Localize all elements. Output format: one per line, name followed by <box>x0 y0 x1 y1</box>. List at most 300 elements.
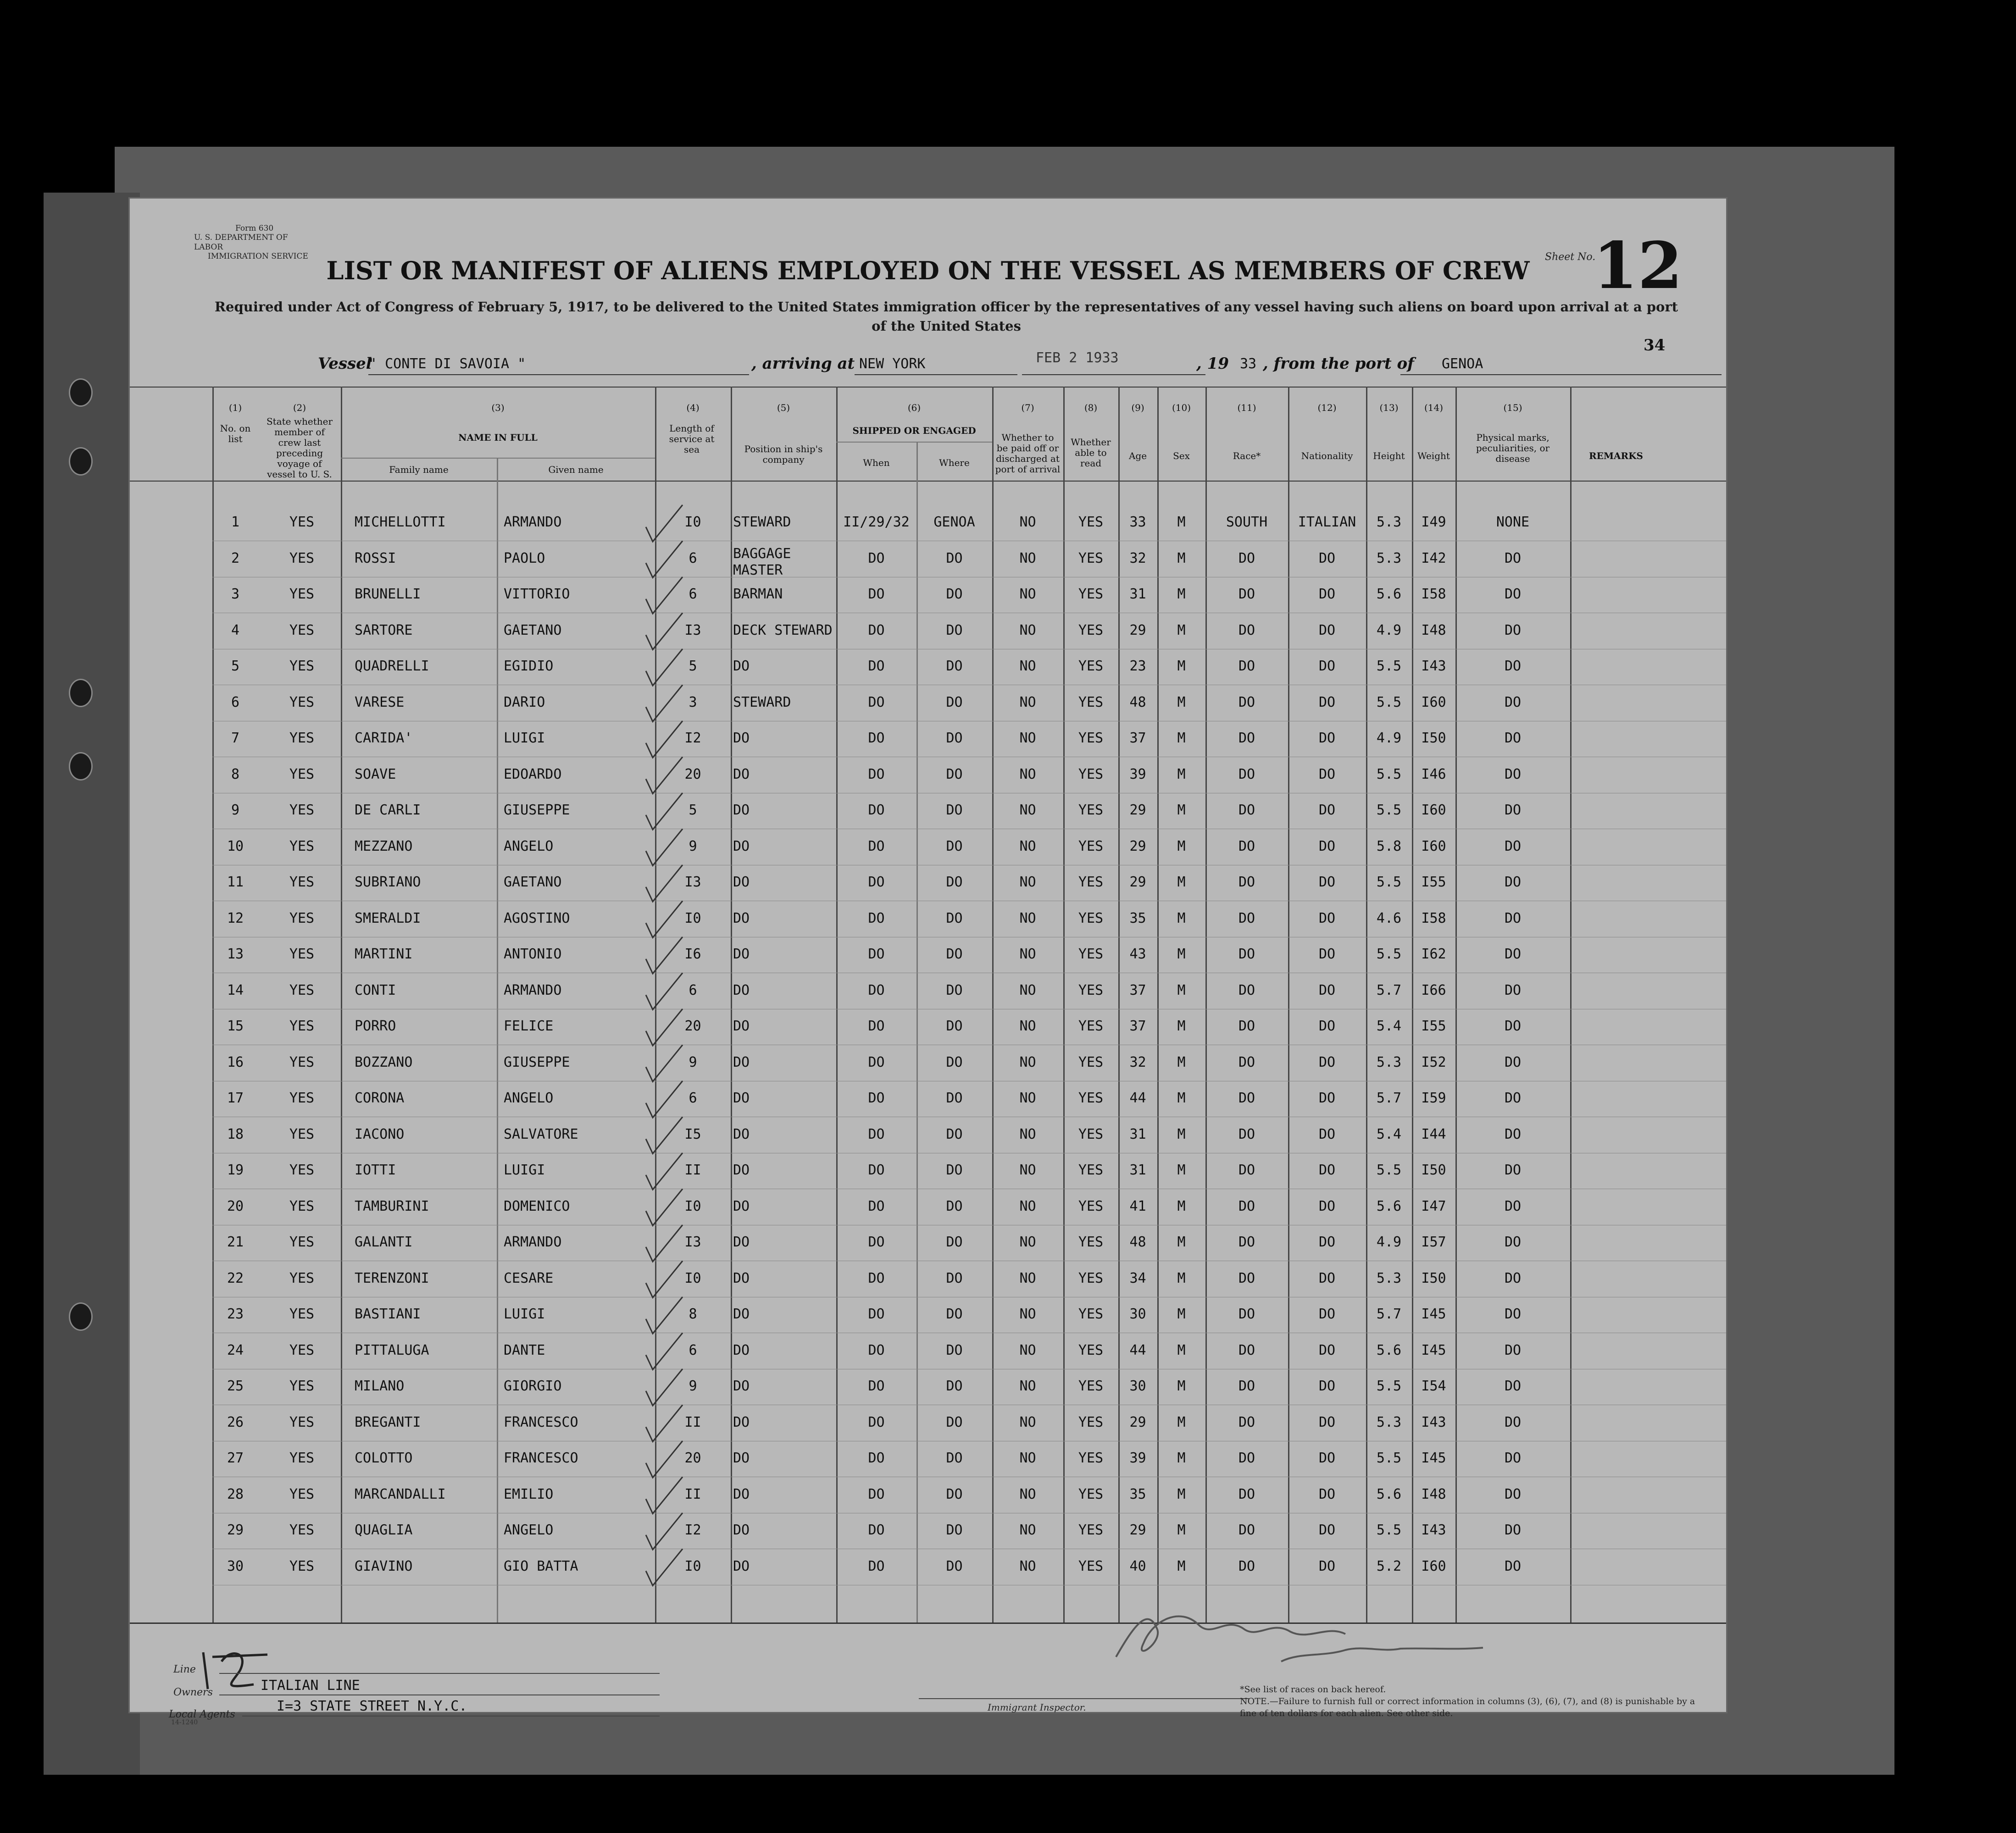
cell-race: DO <box>1238 946 1255 962</box>
cell-given: ANGELO <box>504 1090 554 1106</box>
cell-given: VITTORIO <box>504 586 570 602</box>
cell-where: DO <box>946 1162 963 1178</box>
cell-sex: M <box>1177 874 1186 890</box>
cell-prev: YES <box>289 1342 315 1358</box>
cell-when: DO <box>868 1090 885 1106</box>
cell-height: 5.5 <box>1376 694 1402 710</box>
hdr-height-label: Height <box>1373 450 1405 461</box>
cell-weight: I59 <box>1421 1090 1446 1106</box>
cell-nat: DO <box>1318 1270 1336 1286</box>
hdr-read-label: Whether able to read <box>1071 437 1111 469</box>
cell-given: FRANCESCO <box>504 1450 578 1466</box>
cell-given: LUIGI <box>504 730 545 746</box>
cell-service: 5 <box>689 802 697 818</box>
cell-family: BASTIANI <box>355 1306 421 1322</box>
cell-sex: M <box>1177 550 1186 566</box>
cell-service: 6 <box>689 550 697 566</box>
cell-paid: NO <box>1019 550 1036 566</box>
cell-given: DOMENICO <box>504 1198 570 1214</box>
punch-hole <box>69 1302 93 1331</box>
cell-where: DO <box>946 766 963 782</box>
cell-weight: I43 <box>1421 1522 1446 1538</box>
cell-service: 5 <box>689 658 697 674</box>
cell-age: 30 <box>1129 1378 1146 1394</box>
cell-position: DO <box>733 1126 750 1142</box>
cell-when: DO <box>868 1522 885 1538</box>
cell-given: PAOLO <box>504 550 545 566</box>
cell-marks: DO <box>1504 946 1522 962</box>
cell-nat: DO <box>1318 1558 1336 1574</box>
cell-no: 17 <box>227 1090 244 1106</box>
cell-position: DO <box>733 1198 750 1214</box>
cell-when: DO <box>868 586 885 602</box>
cell-height: 5.5 <box>1376 946 1402 962</box>
cell-nat: DO <box>1318 1522 1336 1538</box>
cell-race: DO <box>1238 1342 1255 1358</box>
cell-read: YES <box>1078 1162 1104 1178</box>
cell-prev: YES <box>289 550 315 566</box>
cell-no: 6 <box>231 694 240 710</box>
cell-when: DO <box>868 874 885 890</box>
punch-hole <box>69 679 93 707</box>
cell-when: DO <box>868 1486 885 1502</box>
cell-service: 9 <box>689 838 697 854</box>
cell-marks: DO <box>1504 1198 1522 1214</box>
hdr-nat-num: (12) <box>1317 402 1337 413</box>
cell-service: I6 <box>684 946 701 962</box>
cell-marks: DO <box>1504 874 1522 890</box>
cell-read: YES <box>1078 1414 1104 1430</box>
cell-nat: DO <box>1318 694 1336 710</box>
check-mark <box>646 577 683 614</box>
check-mark <box>646 865 683 902</box>
cell-weight: I62 <box>1421 946 1446 962</box>
cell-service: 20 <box>684 1018 701 1034</box>
hdr-marks-num: (15) <box>1503 402 1522 413</box>
cell-given: EMILIO <box>504 1486 554 1502</box>
cell-marks: DO <box>1504 1450 1522 1466</box>
cell-age: 32 <box>1129 1054 1146 1070</box>
cell-race: DO <box>1238 1558 1255 1574</box>
cell-nat: DO <box>1318 946 1336 962</box>
cell-age: 29 <box>1129 1522 1146 1538</box>
hdr-sex-num: (10) <box>1172 402 1191 413</box>
cell-given: GIUSEPPE <box>504 1054 570 1070</box>
cell-height: 5.3 <box>1376 1054 1402 1070</box>
cell-where: DO <box>946 658 963 674</box>
cell-sex: M <box>1177 1342 1186 1358</box>
cell-race: DO <box>1238 1270 1255 1286</box>
cell-prev: YES <box>289 1558 315 1574</box>
cell-where: DO <box>946 1558 963 1574</box>
cell-race: DO <box>1238 982 1255 998</box>
punch-hole <box>69 447 93 476</box>
cell-prev: YES <box>289 1522 315 1538</box>
cell-given: EGIDIO <box>504 658 554 674</box>
cell-read: YES <box>1078 1234 1104 1250</box>
cell-height: 4.6 <box>1376 910 1402 926</box>
cell-sex: M <box>1177 658 1186 674</box>
arrival-port: NEW YORK <box>859 356 926 372</box>
cell-paid: NO <box>1019 586 1036 602</box>
cell-marks: DO <box>1504 1090 1522 1106</box>
cell-race: DO <box>1238 1162 1255 1178</box>
cell-position: DO <box>733 658 750 674</box>
cell-marks: NONE <box>1496 514 1530 530</box>
cell-when: DO <box>868 838 885 854</box>
check-mark <box>646 757 683 794</box>
cell-marks: DO <box>1504 982 1522 998</box>
cell-family: MARCANDALLI <box>355 1486 446 1502</box>
cell-where: DO <box>946 1342 963 1358</box>
cell-sex: M <box>1177 1198 1186 1214</box>
cell-age: 30 <box>1129 1306 1146 1322</box>
cell-age: 43 <box>1129 946 1146 962</box>
cell-paid: NO <box>1019 1486 1036 1502</box>
cell-race: DO <box>1238 874 1255 890</box>
cell-sex: M <box>1177 910 1186 926</box>
cell-position: DO <box>733 1234 750 1250</box>
cell-marks: DO <box>1504 1342 1522 1358</box>
cell-height: 4.9 <box>1376 730 1402 746</box>
cell-race: DO <box>1238 802 1255 818</box>
cell-prev: YES <box>289 622 315 638</box>
inspector-label: Immigrant Inspector. <box>988 1702 1086 1713</box>
cell-read: YES <box>1078 1126 1104 1142</box>
cell-service: 20 <box>684 766 701 782</box>
cell-position: DO <box>733 1450 750 1466</box>
vessel-label: Vessel <box>318 354 372 373</box>
hdr-position-label: Position in ship's company <box>744 443 823 465</box>
cell-height: 5.5 <box>1376 766 1402 782</box>
cell-read: YES <box>1078 1198 1104 1214</box>
cell-paid: NO <box>1019 946 1036 962</box>
cell-service: I5 <box>684 1126 701 1142</box>
cell-where: DO <box>946 550 963 566</box>
cell-service: 6 <box>689 1342 697 1358</box>
hdr-no-label: No. on list <box>220 423 251 444</box>
cell-no: 16 <box>227 1054 244 1070</box>
cell-paid: NO <box>1019 874 1036 890</box>
hdr-marks-label: Physical marks, peculiarities, or disease <box>1476 432 1550 464</box>
cell-weight: I60 <box>1421 1558 1446 1574</box>
cell-when: DO <box>868 1126 885 1142</box>
cell-weight: I60 <box>1421 838 1446 854</box>
cell-where: DO <box>946 982 963 998</box>
cell-height: 5.7 <box>1376 1090 1402 1106</box>
cell-prev: YES <box>289 514 315 530</box>
cell-when: DO <box>868 730 885 746</box>
cell-paid: NO <box>1019 694 1036 710</box>
cell-nat: DO <box>1318 1018 1336 1034</box>
owners-value: ITALIAN LINE <box>261 1678 360 1694</box>
cell-prev: YES <box>289 766 315 782</box>
cell-service: II <box>684 1414 701 1430</box>
cell-when: DO <box>868 1414 885 1430</box>
cell-no: 13 <box>227 946 244 962</box>
cell-read: YES <box>1078 586 1104 602</box>
check-mark-group <box>646 505 683 1586</box>
cell-nat: DO <box>1318 766 1336 782</box>
cell-age: 31 <box>1129 586 1146 602</box>
cell-given: LUIGI <box>504 1162 545 1178</box>
check-mark <box>646 901 683 938</box>
hdr-paid-num: (7) <box>1021 402 1034 413</box>
cell-marks: DO <box>1504 1378 1522 1394</box>
cell-where: DO <box>946 910 963 926</box>
cell-position: DO <box>733 1414 750 1430</box>
cell-paid: NO <box>1019 982 1036 998</box>
cell-family: SARTORE <box>355 622 413 638</box>
cell-sex: M <box>1177 1450 1186 1466</box>
cell-height: 5.8 <box>1376 838 1402 854</box>
cell-read: YES <box>1078 1090 1104 1106</box>
cell-service: I3 <box>684 874 701 890</box>
cell-when: DO <box>868 550 885 566</box>
cell-paid: NO <box>1019 1054 1036 1070</box>
cell-nat: DO <box>1318 550 1336 566</box>
cell-nat: DO <box>1318 1234 1336 1250</box>
cell-nat: DO <box>1318 1450 1336 1466</box>
cell-family: IOTTI <box>355 1162 396 1178</box>
cell-paid: NO <box>1019 514 1036 530</box>
form-number: Form 630 <box>235 224 274 233</box>
cell-sex: M <box>1177 1018 1186 1034</box>
cell-no: 30 <box>227 1558 244 1574</box>
cell-weight: I55 <box>1421 1018 1446 1034</box>
cell-weight: I49 <box>1421 514 1446 530</box>
check-mark <box>646 1297 683 1334</box>
cell-paid: NO <box>1019 1342 1036 1358</box>
cell-no: 21 <box>227 1234 244 1250</box>
cell-position: DO <box>733 730 750 746</box>
from-label: , from the port of <box>1263 354 1414 373</box>
cell-when: DO <box>868 766 885 782</box>
cell-weight: I50 <box>1421 1162 1446 1178</box>
cell-race: DO <box>1238 838 1255 854</box>
cell-service: 6 <box>689 586 697 602</box>
cell-prev: YES <box>289 1018 315 1034</box>
cell-sex: M <box>1177 982 1186 998</box>
cell-no: 22 <box>227 1270 244 1286</box>
cell-prev: YES <box>289 1162 315 1178</box>
cell-nat: DO <box>1318 838 1336 854</box>
cell-no: 11 <box>227 874 244 890</box>
cell-prev: YES <box>289 1306 315 1322</box>
year: 33 <box>1240 356 1257 372</box>
cell-weight: I45 <box>1421 1450 1446 1466</box>
cell-read: YES <box>1078 838 1104 854</box>
cell-paid: NO <box>1019 1234 1036 1250</box>
cell-height: 5.7 <box>1376 1306 1402 1322</box>
cell-given: CESARE <box>504 1270 554 1286</box>
cell-height: 5.6 <box>1376 1342 1402 1358</box>
check-mark <box>646 1549 683 1586</box>
hdr-read-num: (8) <box>1084 402 1098 413</box>
cell-where: DO <box>946 838 963 854</box>
cell-read: YES <box>1078 766 1104 782</box>
cell-weight: I45 <box>1421 1306 1446 1322</box>
cell-height: 5.7 <box>1376 982 1402 998</box>
cell-paid: NO <box>1019 1306 1036 1322</box>
check-mark <box>646 1513 683 1550</box>
cell-where: DO <box>946 1306 963 1322</box>
cell-when: II/29/32 <box>843 514 910 530</box>
cell-position: STEWARD <box>733 694 791 710</box>
cell-service: I0 <box>684 1198 701 1214</box>
cell-position: BARMAN <box>733 586 783 602</box>
cell-race: DO <box>1238 1090 1255 1106</box>
cell-nat: DO <box>1318 1414 1336 1430</box>
check-mark <box>646 937 683 974</box>
cell-family: QUADRELLI <box>355 658 429 674</box>
cell-race: DO <box>1238 1054 1255 1070</box>
cell-race: DO <box>1238 694 1255 710</box>
hdr-when: When <box>863 457 890 468</box>
cell-no: 5 <box>231 658 240 674</box>
cell-height: 5.5 <box>1376 658 1402 674</box>
cell-paid: NO <box>1019 1522 1036 1538</box>
cell-nat: DO <box>1318 874 1336 890</box>
cell-marks: DO <box>1504 730 1522 746</box>
cell-age: 33 <box>1129 514 1146 530</box>
cell-marks: DO <box>1504 766 1522 782</box>
cell-no: 12 <box>227 910 244 926</box>
check-mark <box>646 1081 683 1118</box>
punch-hole <box>69 752 93 781</box>
hdr-weight-num: (14) <box>1424 402 1444 413</box>
cell-paid: NO <box>1019 1414 1036 1430</box>
cell-sex: M <box>1177 622 1186 638</box>
cell-no: 1 <box>231 514 240 530</box>
cell-nat: DO <box>1318 802 1336 818</box>
cell-age: 37 <box>1129 982 1146 998</box>
cell-given: ARMANDO <box>504 1234 562 1250</box>
hdr-given: Given name <box>548 464 604 475</box>
cell-paid: NO <box>1019 910 1036 926</box>
cell-paid: NO <box>1019 1450 1036 1466</box>
cell-sex: M <box>1177 1270 1186 1286</box>
cell-given: DARIO <box>504 694 545 710</box>
cell-height: 5.5 <box>1376 1450 1402 1466</box>
cell-family: BREGANTI <box>355 1414 421 1430</box>
cell-where: DO <box>946 622 963 638</box>
cell-family: MILANO <box>355 1378 405 1394</box>
cell-family: SUBRIANO <box>355 874 421 890</box>
cell-age: 39 <box>1129 1450 1146 1466</box>
arriving-label: , arriving at <box>751 354 855 373</box>
cell-read: YES <box>1078 982 1104 998</box>
cell-height: 5.4 <box>1376 1126 1402 1142</box>
cell-height: 5.5 <box>1376 1522 1402 1538</box>
cell-age: 29 <box>1129 874 1146 890</box>
cell-read: YES <box>1078 1522 1104 1538</box>
check-mark <box>646 1333 683 1370</box>
cell-weight: I42 <box>1421 550 1446 566</box>
cell-where: DO <box>946 1198 963 1214</box>
cell-when: DO <box>868 1198 885 1214</box>
cell-sex: M <box>1177 1414 1186 1430</box>
cell-service: II <box>684 1162 701 1178</box>
cell-given: GIO BATTA <box>504 1558 578 1574</box>
cell-nat: ITALIAN <box>1298 514 1356 530</box>
hdr-service-num: (4) <box>686 402 700 413</box>
cell-age: 29 <box>1129 802 1146 818</box>
cell-prev: YES <box>289 802 315 818</box>
cell-position: DO <box>733 1270 750 1286</box>
cell-prev: YES <box>289 946 315 962</box>
hdr-where: Where <box>939 457 970 468</box>
cell-where: DO <box>946 1486 963 1502</box>
cell-race: DO <box>1238 1198 1255 1214</box>
cell-given: LUIGI <box>504 1306 545 1322</box>
check-mark <box>646 1225 683 1262</box>
cell-where: DO <box>946 1054 963 1070</box>
cell-prev: YES <box>289 1090 315 1106</box>
cell-position: DO <box>733 910 750 926</box>
cell-age: 48 <box>1129 694 1146 710</box>
cell-age: 34 <box>1129 1270 1146 1286</box>
check-mark <box>646 793 683 830</box>
punch-hole <box>69 378 93 407</box>
cell-service: 6 <box>689 1090 697 1106</box>
cell-when: DO <box>868 1270 885 1286</box>
cell-sex: M <box>1177 1522 1186 1538</box>
check-mark <box>646 1117 683 1154</box>
cell-sex: M <box>1177 1162 1186 1178</box>
cell-age: 29 <box>1129 838 1146 854</box>
cell-prev: YES <box>289 658 315 674</box>
cell-nat: DO <box>1318 1054 1336 1070</box>
cell-race: DO <box>1238 1378 1255 1394</box>
cell-sex: M <box>1177 514 1186 530</box>
cell-position: DO <box>733 1018 750 1034</box>
cell-marks: DO <box>1504 1234 1522 1250</box>
cell-given: FELICE <box>504 1018 554 1034</box>
cell-read: YES <box>1078 514 1104 530</box>
cell-age: 37 <box>1129 1018 1146 1034</box>
cell-prev: YES <box>289 730 315 746</box>
cell-read: YES <box>1078 1270 1104 1286</box>
cell-marks: DO <box>1504 1270 1522 1286</box>
cell-no: 14 <box>227 982 244 998</box>
cell-nat: DO <box>1318 1090 1336 1106</box>
cell-marks: DO <box>1504 1306 1522 1322</box>
cell-marks: DO <box>1504 1162 1522 1178</box>
cell-weight: I44 <box>1421 1126 1446 1142</box>
cell-when: DO <box>868 1054 885 1070</box>
cell-weight: I55 <box>1421 874 1446 890</box>
cell-when: DO <box>868 1342 885 1358</box>
cell-height: 5.5 <box>1376 802 1402 818</box>
hdr-race-num: (11) <box>1237 402 1256 413</box>
cell-prev: YES <box>289 910 315 926</box>
cell-prev: YES <box>289 1378 315 1394</box>
cell-read: YES <box>1078 1306 1104 1322</box>
cell-no: 8 <box>231 766 240 782</box>
cell-weight: I58 <box>1421 586 1446 602</box>
check-mark <box>646 1369 683 1406</box>
cell-weight: I45 <box>1421 1342 1446 1358</box>
cell-sex: M <box>1177 1234 1186 1250</box>
cell-read: YES <box>1078 694 1104 710</box>
cell-no: 15 <box>227 1018 244 1034</box>
cell-prev: YES <box>289 694 315 710</box>
cell-service: 20 <box>684 1450 701 1466</box>
cell-read: YES <box>1078 1378 1104 1394</box>
cell-family: TERENZONI <box>355 1270 429 1286</box>
cell-family: GALANTI <box>355 1234 413 1250</box>
